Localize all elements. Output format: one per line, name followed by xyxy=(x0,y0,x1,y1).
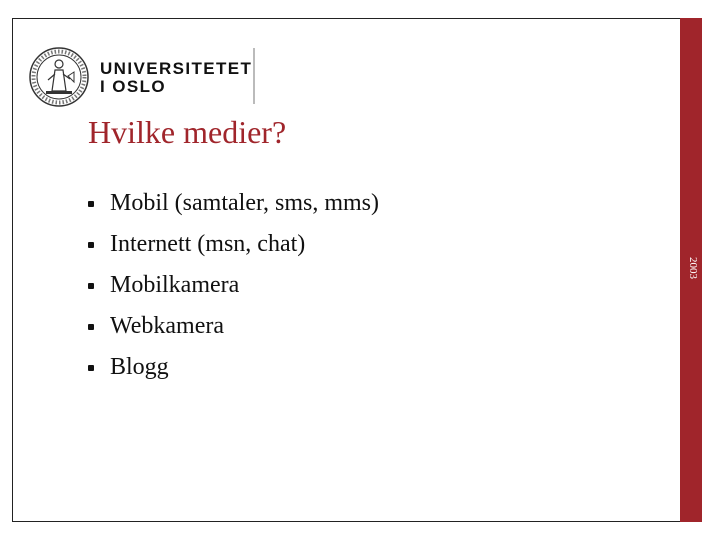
square-bullet-icon xyxy=(88,242,94,248)
square-bullet-icon xyxy=(88,283,94,289)
university-seal-icon xyxy=(28,46,90,108)
bullet-text: Blogg xyxy=(110,354,169,380)
logo-divider xyxy=(253,48,255,104)
bullet-text: Mobil (samtaler, sms, mms) xyxy=(110,190,380,216)
bullet-text: Internett (msn, chat) xyxy=(110,231,306,257)
university-logo xyxy=(28,46,258,108)
university-wordmark xyxy=(100,60,252,96)
slide-title: Hvilke medier? xyxy=(88,114,287,150)
square-bullet-icon xyxy=(88,365,94,371)
year-label: 2003 xyxy=(687,257,699,279)
wordmark-line-2: I OSLO xyxy=(100,77,167,96)
bullet-text: Mobilkamera xyxy=(110,272,240,298)
square-bullet-icon xyxy=(88,201,94,207)
square-bullet-icon xyxy=(88,324,94,330)
bullet-text: Webkamera xyxy=(110,313,224,339)
wordmark-line-1: UNIVERSITETET xyxy=(100,59,253,78)
